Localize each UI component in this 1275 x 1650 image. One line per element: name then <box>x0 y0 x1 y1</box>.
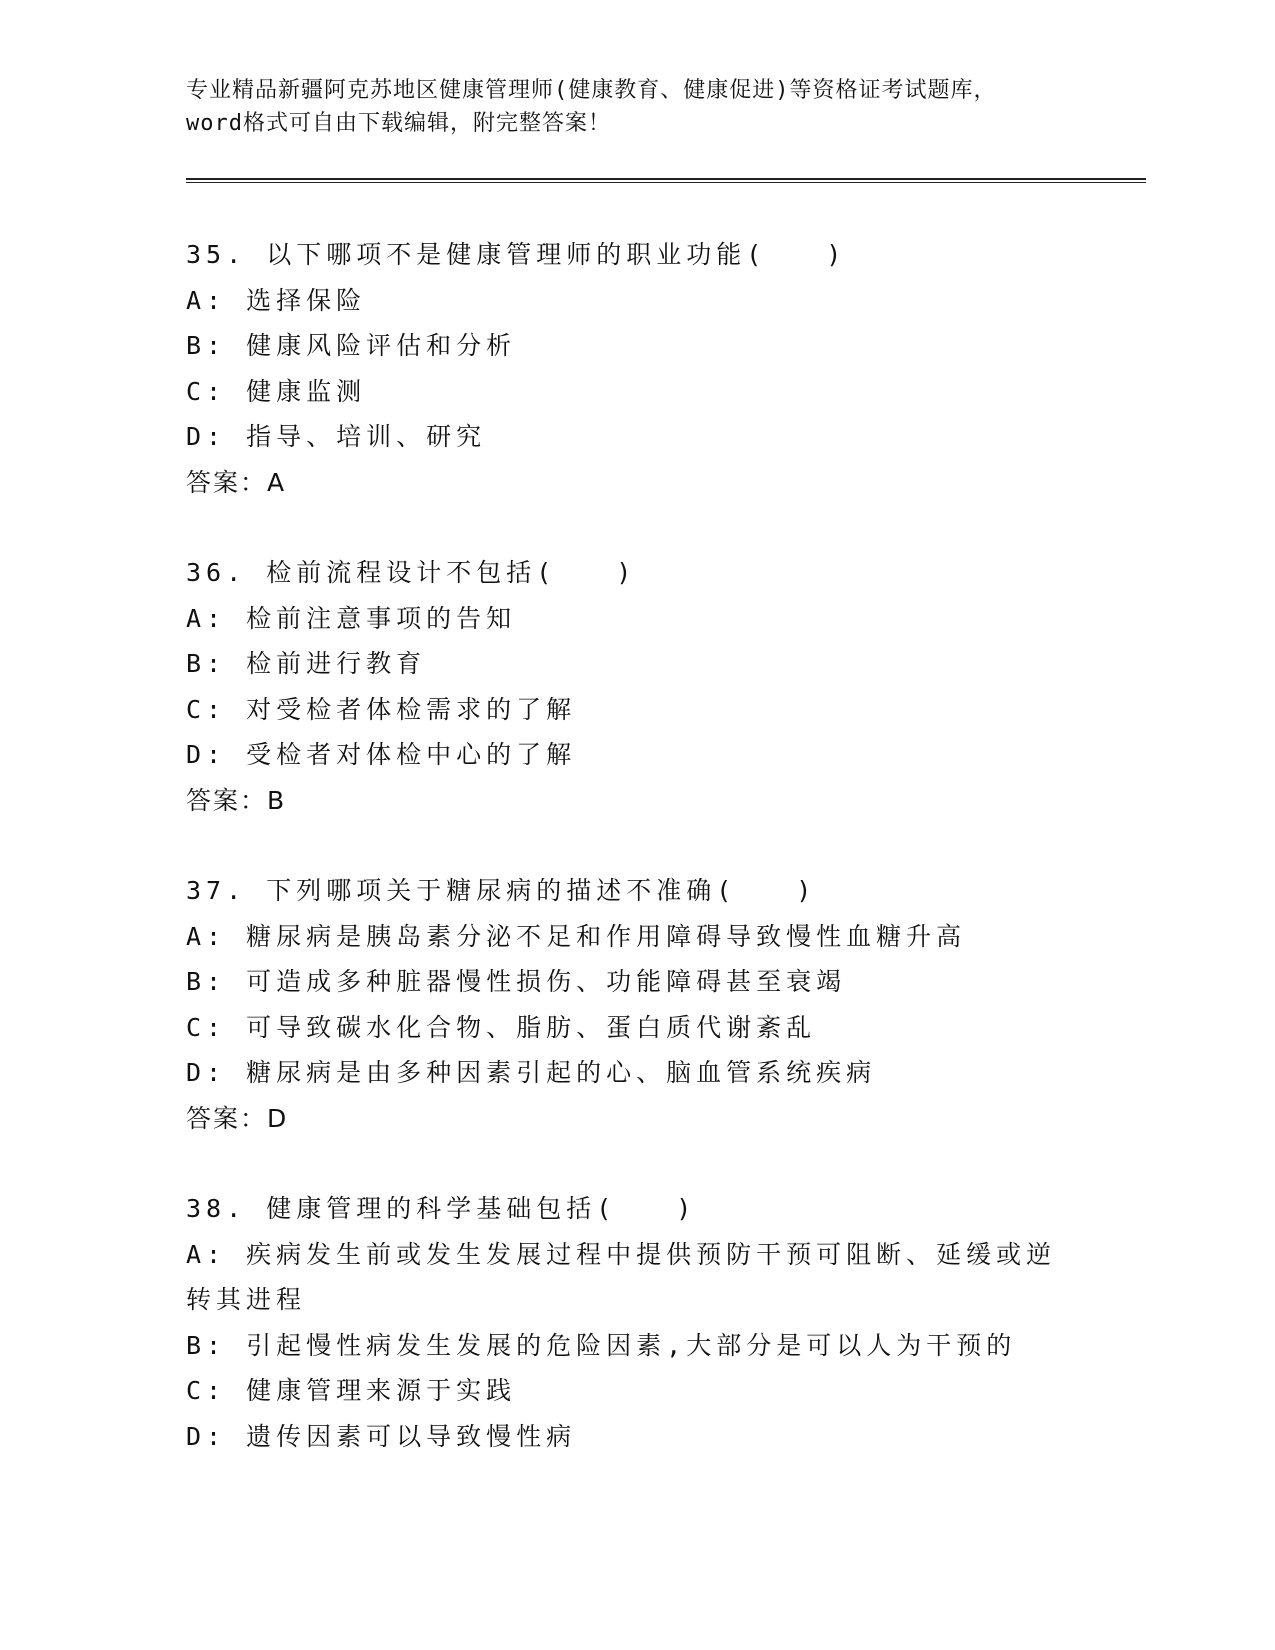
option-c: C: 对受检者体检需求的了解 <box>186 694 577 724</box>
answer: 答案：B <box>186 785 287 815</box>
question-35 <box>186 232 1086 505</box>
header-line-2: word格式可自由下载编辑，附完整答案！ <box>186 111 611 136</box>
option-c: C: 健康监测 <box>186 376 367 406</box>
option-a: A: 疾病发生前或发生发展过程中提供预防干预可阻断、延缓或逆转其进程 <box>186 1239 1057 1314</box>
question-stem: 38. 健康管理的科学基础包括( ) <box>186 1194 697 1223</box>
option-b: B: 健康风险评估和分析 <box>186 331 517 360</box>
spacer <box>186 1141 1086 1186</box>
header-divider <box>186 178 1146 183</box>
question-list <box>186 232 1086 1459</box>
option-d: D: 受检者对体检中心的了解 <box>186 740 577 769</box>
option-b: B: 引起慢性病发生发展的危险因素,大部分是可以人为干预的 <box>186 1330 1017 1360</box>
option-b: B: 检前进行教育 <box>186 649 427 678</box>
question-37 <box>186 868 1086 1141</box>
question-stem: 36. 检前流程设计不包括( ) <box>186 558 637 587</box>
option-d: D: 遗传因素可以导致慢性病 <box>186 1421 577 1451</box>
question-38 <box>186 1186 1086 1459</box>
option-b: B: 可造成多种脏器慢性损伤、功能障碍甚至衰竭 <box>186 967 847 996</box>
question-36 <box>186 550 1086 823</box>
spacer <box>186 505 1086 550</box>
document-header <box>186 74 1086 140</box>
header-line-1: 专业精品新疆阿克苏地区健康管理师(健康教育、健康促进)等资格证考试题库， <box>186 78 997 103</box>
question-stem: 37. 下列哪项关于糖尿病的描述不准确( ) <box>186 876 817 905</box>
option-d: D: 指导、培训、研究 <box>186 422 487 451</box>
option-d: D: 糖尿病是由多种因素引起的心、脑血管系统疾病 <box>186 1058 877 1087</box>
question-stem: 35. 以下哪项不是健康管理师的职业功能( ) <box>186 240 847 269</box>
answer: 答案：D <box>186 1103 289 1133</box>
option-c: C: 健康管理来源于实践 <box>186 1376 517 1405</box>
option-a: A: 选择保险 <box>186 285 367 315</box>
spacer <box>186 823 1086 868</box>
answer: 答案：A <box>186 467 287 497</box>
option-a: A: 检前注意事项的告知 <box>186 603 517 633</box>
option-a: A: 糖尿病是胰岛素分泌不足和作用障碍导致慢性血糖升高 <box>186 921 967 951</box>
option-c: C: 可导致碳水化合物、脂肪、蛋白质代谢紊乱 <box>186 1012 817 1042</box>
